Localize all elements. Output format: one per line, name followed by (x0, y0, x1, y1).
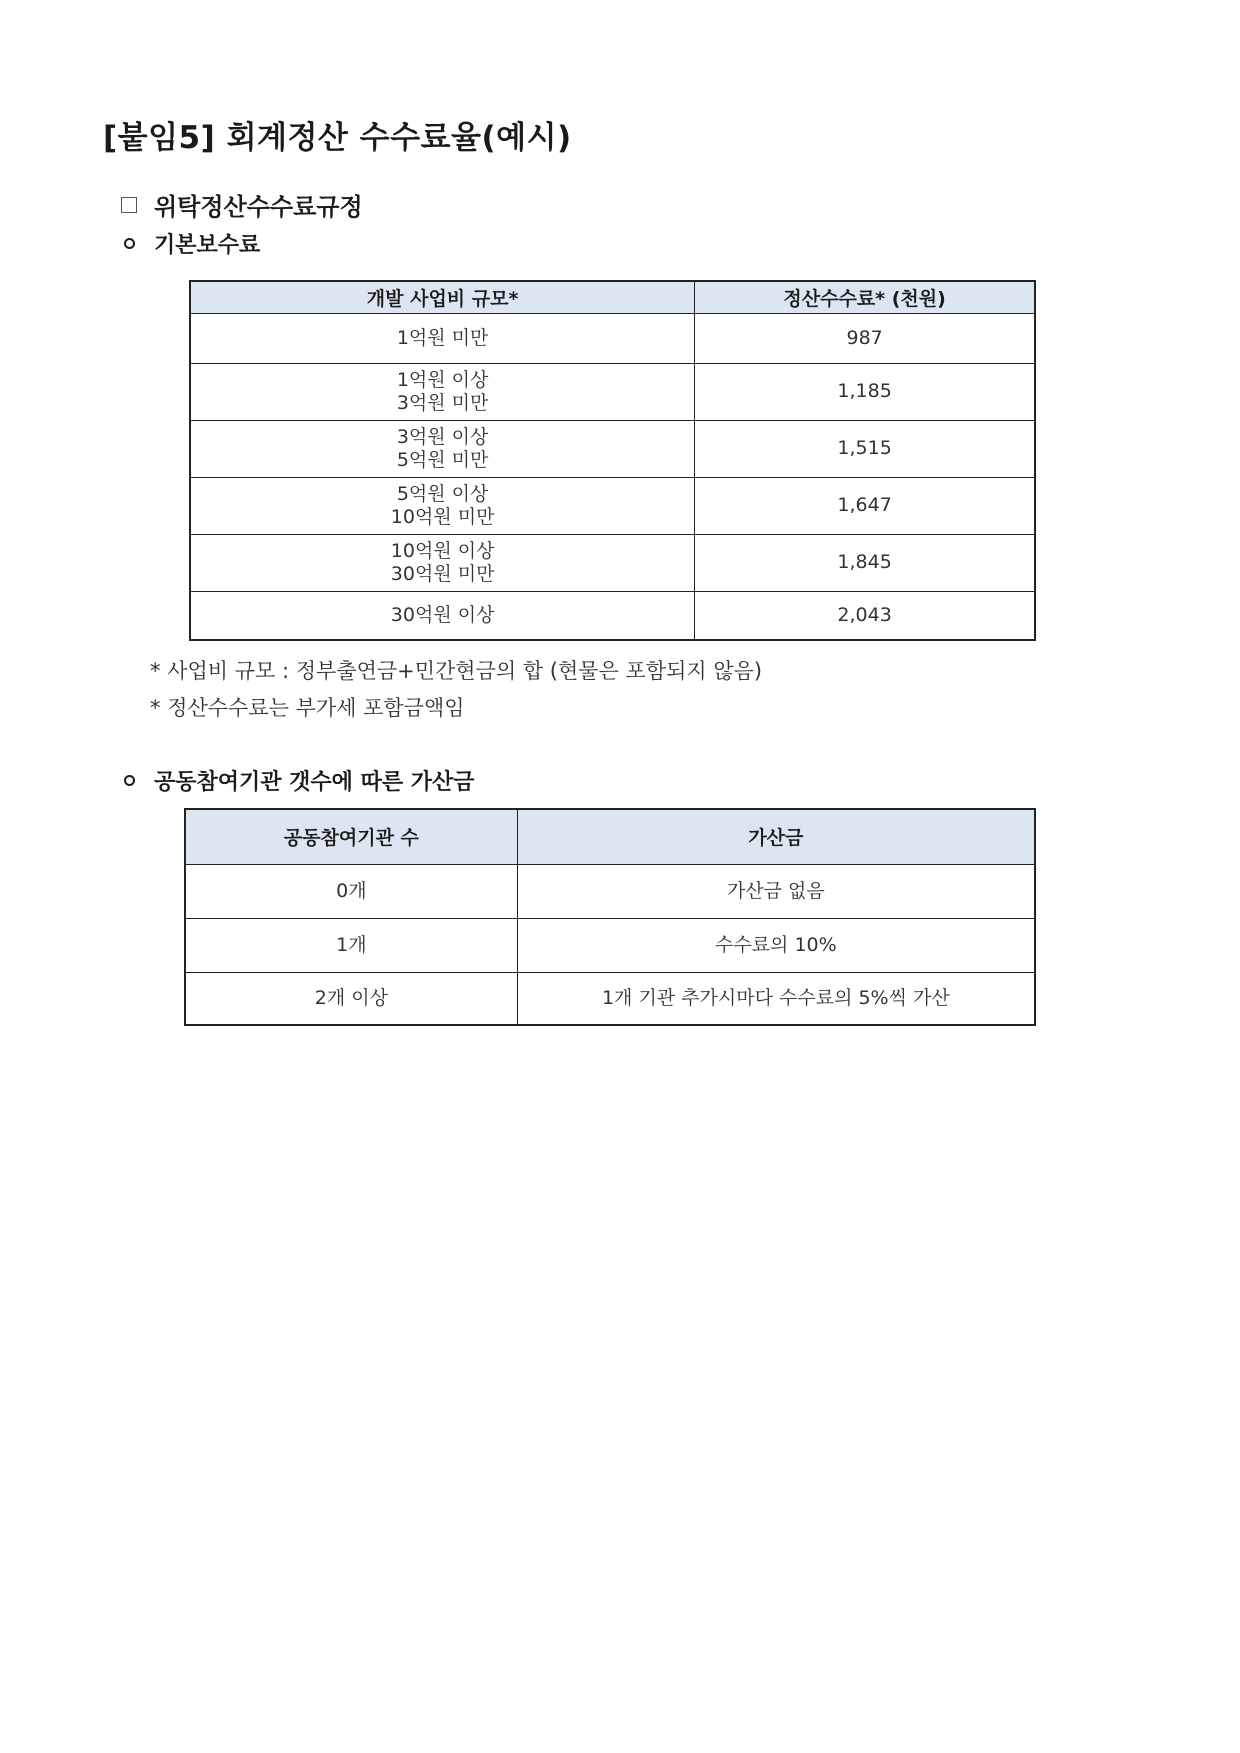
scale-cell (190, 313, 695, 363)
scale-line: 5억원 이상 (396, 482, 489, 505)
table-row (185, 972, 1035, 1025)
fee-cell: 1,647 (695, 477, 1035, 534)
base-fee-heading (124, 228, 260, 259)
fee-cell: 1,185 (695, 363, 1035, 420)
fee-cell: 1,845 (695, 534, 1035, 591)
count-cell: 0개 (185, 864, 517, 918)
fee-cell: 1,515 (695, 420, 1035, 477)
scale-cell (190, 363, 695, 420)
scale-cell (190, 534, 695, 591)
table-row (185, 918, 1035, 972)
scale-line: 30억원 미만 (390, 562, 495, 585)
table-row (190, 477, 1035, 534)
page-title: [붙임5] 회계정산 수수료율(예시) (103, 120, 572, 156)
base-fee-table (189, 280, 1036, 641)
footnote-vat: * 정산수수료는 부가세 포함금액임 (150, 696, 465, 720)
surcharge-heading-text: 공동참여기관 갯수에 따른 가산금 (154, 770, 475, 795)
base-fee-heading-text: 기본보수료 (154, 233, 261, 258)
empty-checkbox-icon (121, 197, 137, 213)
table-header-row (190, 281, 1035, 313)
scale-line: 5억원 미만 (396, 448, 489, 471)
section-heading (121, 187, 363, 222)
scale-line: 3억원 미만 (396, 391, 489, 414)
table-row (190, 591, 1035, 640)
count-cell: 2개 이상 (185, 972, 517, 1025)
scale-cell (190, 477, 695, 534)
fee-cell: 2,043 (695, 591, 1035, 640)
table-row (190, 534, 1035, 591)
column-header-count: 공동참여기관 수 (185, 809, 517, 864)
footnote-scale: * 사업비 규모 : 정부출연금+민간현금의 합 (현물은 포함되지 않음) (150, 659, 763, 683)
scale-line: 10억원 이상 (390, 539, 495, 562)
scale-cell (190, 591, 695, 640)
scale-line: 30억원 이상 (390, 603, 495, 626)
column-header-fee: 정산수수료* (천원) (695, 281, 1035, 313)
count-cell: 1개 (185, 918, 517, 972)
amount-cell: 가산금 없음 (517, 864, 1035, 918)
surcharge-heading (124, 765, 475, 796)
scale-line: 1억원 이상 (396, 368, 489, 391)
table-row (190, 420, 1035, 477)
amount-cell: 수수료의 10% (517, 918, 1035, 972)
circle-bullet-icon (124, 238, 135, 249)
scale-line: 10억원 미만 (390, 505, 495, 528)
column-header-amount: 가산금 (517, 809, 1035, 864)
fee-cell: 987 (695, 313, 1035, 363)
scale-line: 1억원 미만 (396, 326, 489, 349)
column-header-scale: 개발 사업비 규모* (190, 281, 695, 313)
amount-cell: 1개 기관 추가시마다 수수료의 5%씩 가산 (517, 972, 1035, 1025)
table-row (190, 363, 1035, 420)
circle-bullet-icon (124, 775, 135, 786)
table-header-row (185, 809, 1035, 864)
table-row (185, 864, 1035, 918)
scale-cell (190, 420, 695, 477)
scale-line: 3억원 이상 (396, 425, 489, 448)
surcharge-table (184, 808, 1036, 1026)
section-heading-text: 위탁정산수수료규정 (154, 193, 363, 221)
table-row (190, 313, 1035, 363)
